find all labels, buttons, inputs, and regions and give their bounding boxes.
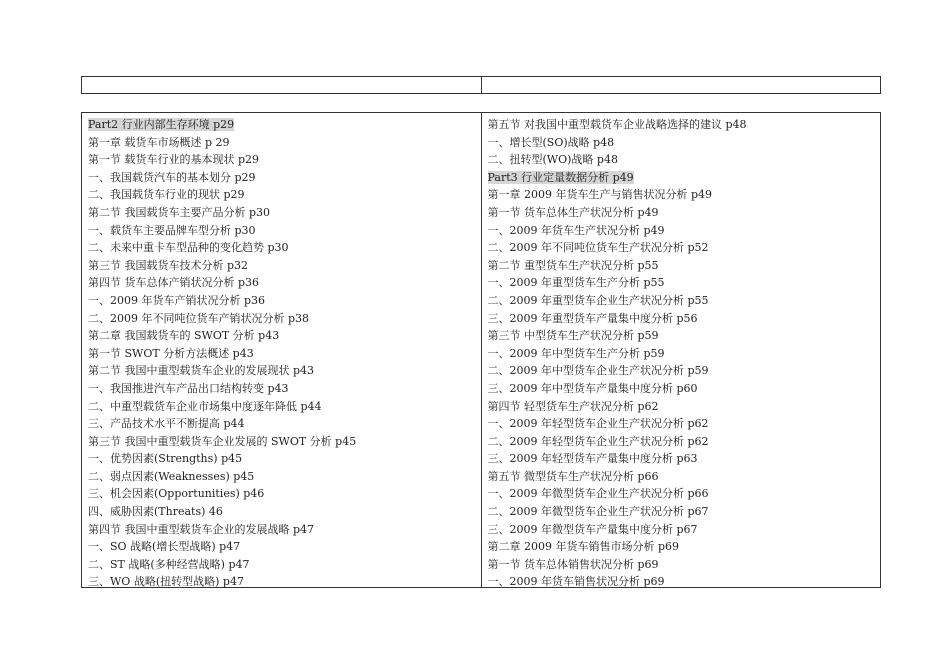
toc-entry: [488, 274, 881, 292]
toc-entry-text: 第三节 我国载货车技术分析 p32: [88, 258, 249, 272]
toc-entry: [488, 134, 881, 152]
toc-entry: [488, 327, 881, 345]
toc-entry-text: 第一节 SWOT 分析方法概述 p43: [88, 346, 254, 360]
toc-entry: [88, 134, 481, 152]
toc-entry: [488, 151, 881, 169]
toc-entry: [88, 186, 481, 204]
toc-entry: [88, 362, 481, 380]
toc-entry-text: 二、扭转型(WO)战略 p48: [487, 153, 618, 167]
toc-entry-text: 二、未来中重卡车型品种的变化趋势 p30: [88, 241, 289, 255]
header-table: [81, 76, 881, 94]
toc-entry: [488, 450, 881, 468]
toc-entry-text: 第三节 我国中重型载货车企业发展的 SWOT 分析 p45: [88, 434, 357, 448]
toc-entry: [88, 398, 481, 416]
toc-entry-text: 一、2009 年重型货车生产分析 p55: [487, 276, 665, 290]
toc-entry: [488, 468, 881, 486]
toc-entry: [488, 433, 881, 451]
toc-entry: [88, 292, 481, 310]
toc-entry: [488, 239, 881, 257]
toc-entry: [488, 398, 881, 416]
toc-entry: [488, 556, 881, 574]
toc-entry: [88, 116, 481, 134]
toc-entry-text: 一、2009 年货车生产状况分析 p49: [487, 223, 665, 237]
toc-entry-text: 第二节 我国中重型载货车企业的发展现状 p43: [88, 364, 315, 378]
toc-entry-text: 二、ST 战略(多种经营战略) p47: [88, 557, 250, 571]
toc-entry: [488, 222, 881, 240]
toc-entry: [88, 450, 481, 468]
toc-column-right: [482, 113, 881, 587]
toc-entry-text: 第一章 载货车市场概述 p 29: [88, 135, 230, 149]
toc-entry-text: 第四节 轻型货车生产状况分析 p62: [487, 399, 659, 413]
toc-entry: [488, 362, 881, 380]
toc-entry: [488, 485, 881, 503]
header-cell-left: [82, 77, 482, 93]
toc-column-left: [82, 113, 482, 587]
toc-entry-text: 一、2009 年微型货车企业生产状况分析 p66: [487, 487, 709, 501]
toc-entry: [88, 573, 481, 587]
toc-entry: [88, 380, 481, 398]
toc-entry: [488, 538, 881, 556]
toc-entry: [488, 169, 881, 187]
toc-entry-text: 二、2009 年微型货车企业生产状况分析 p67: [487, 505, 709, 519]
toc-entry: [88, 556, 481, 574]
toc-entry: [88, 204, 481, 222]
toc-entry-text: 第一节 载货车行业的基本现状 p29: [88, 153, 260, 167]
toc-entry: [88, 274, 481, 292]
toc-entry: [88, 415, 481, 433]
toc-entry-text: 二、2009 年不同吨位货车产销状况分析 p38: [88, 311, 310, 325]
toc-entry: [488, 310, 881, 328]
toc-entry-text: 一、增长型(SO)战略 p48: [487, 135, 615, 149]
toc-entry-text: 二、中重型载货车企业市场集中度逐年降低 p44: [88, 399, 322, 413]
toc-entry-text: 一、优势因素(Strengths) p45: [88, 452, 243, 466]
toc-entry-text: 二、2009 年重型货车企业生产状况分析 p55: [487, 293, 709, 307]
toc-entry-text: Part3 行业定量数据分析 p49: [487, 170, 634, 184]
toc-entry: [88, 222, 481, 240]
toc-entry-text: 三、2009 年微型货车产量集中度分析 p67: [487, 522, 698, 536]
toc-entry: [488, 204, 881, 222]
toc-entry-text: 三、机会因素(Opportunities) p46: [88, 487, 265, 501]
toc-entry-text: 第五节 对我国中重型载货车企业战略选择的建议 p48: [487, 118, 747, 131]
toc-entry: [88, 468, 481, 486]
toc-entry-text: 三、产品技术水平不断提高 p44: [88, 417, 245, 431]
toc-entry: [88, 239, 481, 257]
toc-entry-text: 一、SO 战略(增长型战略) p47: [88, 540, 241, 554]
toc-entry-text: 二、2009 年中型货车企业生产状况分析 p59: [487, 364, 709, 378]
toc-entry: [88, 538, 481, 556]
toc-entry: [488, 186, 881, 204]
toc-entry-text: 一、2009 年货车产销状况分析 p36: [88, 293, 266, 307]
toc-entry-text: 一、我国载货汽车的基本划分 p29: [88, 170, 256, 184]
toc-entry-text: 四、威胁因素(Threats) 46: [88, 505, 223, 519]
toc-entry-text: 二、2009 年不同吨位货车生产状况分析 p52: [487, 241, 709, 255]
toc-entry: [88, 345, 481, 363]
toc-entry: [488, 503, 881, 521]
header-cell-right: [482, 77, 881, 93]
toc-entry-text: 一、载货车主要品牌车型分析 p30: [88, 223, 256, 237]
toc-entry-text: 第二节 重型货车生产状况分析 p55: [487, 258, 659, 272]
toc-entry-text: 第二节 我国载货车主要产品分析 p30: [88, 205, 271, 219]
toc-entry: [488, 415, 881, 433]
toc-entry-text: 第一节 货车总体销售状况分析 p69: [487, 557, 659, 571]
toc-entry-text: 第四节 我国中重型载货车企业的发展战略 p47: [88, 522, 315, 536]
toc-entry-text: 二、2009 年轻型货车企业生产状况分析 p62: [487, 434, 709, 448]
toc-entry: [88, 310, 481, 328]
toc-entry: [488, 573, 881, 587]
toc-entry: [488, 257, 881, 275]
toc-entry-text: 一、我国推进汽车产品出口结构转变 p43: [88, 381, 289, 395]
toc-entry-text: 二、弱点因素(Weaknesses) p45: [88, 469, 255, 483]
toc-entry-text: 一、2009 年中型货车生产分析 p59: [487, 346, 665, 360]
toc-entry: [88, 433, 481, 451]
toc-entry-text: 三、2009 年轻型货车产量集中度分析 p63: [487, 452, 698, 466]
toc-entry-text: Part2 行业内部生存环境 p29: [88, 118, 235, 131]
toc-entry-text: 三、WO 战略(扭转型战略) p47: [88, 575, 244, 587]
toc-entry-text: 第五节 微型货车生产状况分析 p66: [487, 469, 659, 483]
toc-entry: [488, 521, 881, 539]
toc-entry: [88, 503, 481, 521]
toc-entry: [88, 521, 481, 539]
toc-entry-text: 第三节 中型货车生产状况分析 p59: [487, 329, 659, 343]
toc-entry: [88, 485, 481, 503]
toc-entry-text: 第一章 2009 年货车生产与销售状况分析 p49: [487, 188, 713, 202]
toc-entry-text: 第四节 货车总体产销状况分析 p36: [88, 276, 260, 290]
toc-entry: [88, 327, 481, 345]
toc-entry: [488, 116, 881, 134]
toc-entry: [488, 292, 881, 310]
toc-entry: [488, 345, 881, 363]
toc-entry: [88, 257, 481, 275]
toc-entry: [88, 151, 481, 169]
toc-entry-text: 二、我国载货车行业的现状 p29: [88, 188, 245, 202]
toc-entry: [488, 380, 881, 398]
toc-entry-text: 一、2009 年货车销售状况分析 p69: [487, 575, 665, 587]
toc-entry-text: 第一节 货车总体生产状况分析 p49: [487, 205, 659, 219]
toc-entry-text: 第二章 我国载货车的 SWOT 分析 p43: [88, 329, 280, 343]
toc-entry: [88, 169, 481, 187]
toc-entry-text: 一、2009 年轻型货车企业生产状况分析 p62: [487, 417, 709, 431]
toc-entry-text: 第二章 2009 年货车销售市场分析 p69: [487, 540, 680, 554]
toc-entry-text: 三、2009 年中型货车产量集中度分析 p60: [487, 381, 698, 395]
toc-entry-text: 三、2009 年重型货车产量集中度分析 p56: [487, 311, 698, 325]
table-of-contents: [81, 112, 881, 588]
